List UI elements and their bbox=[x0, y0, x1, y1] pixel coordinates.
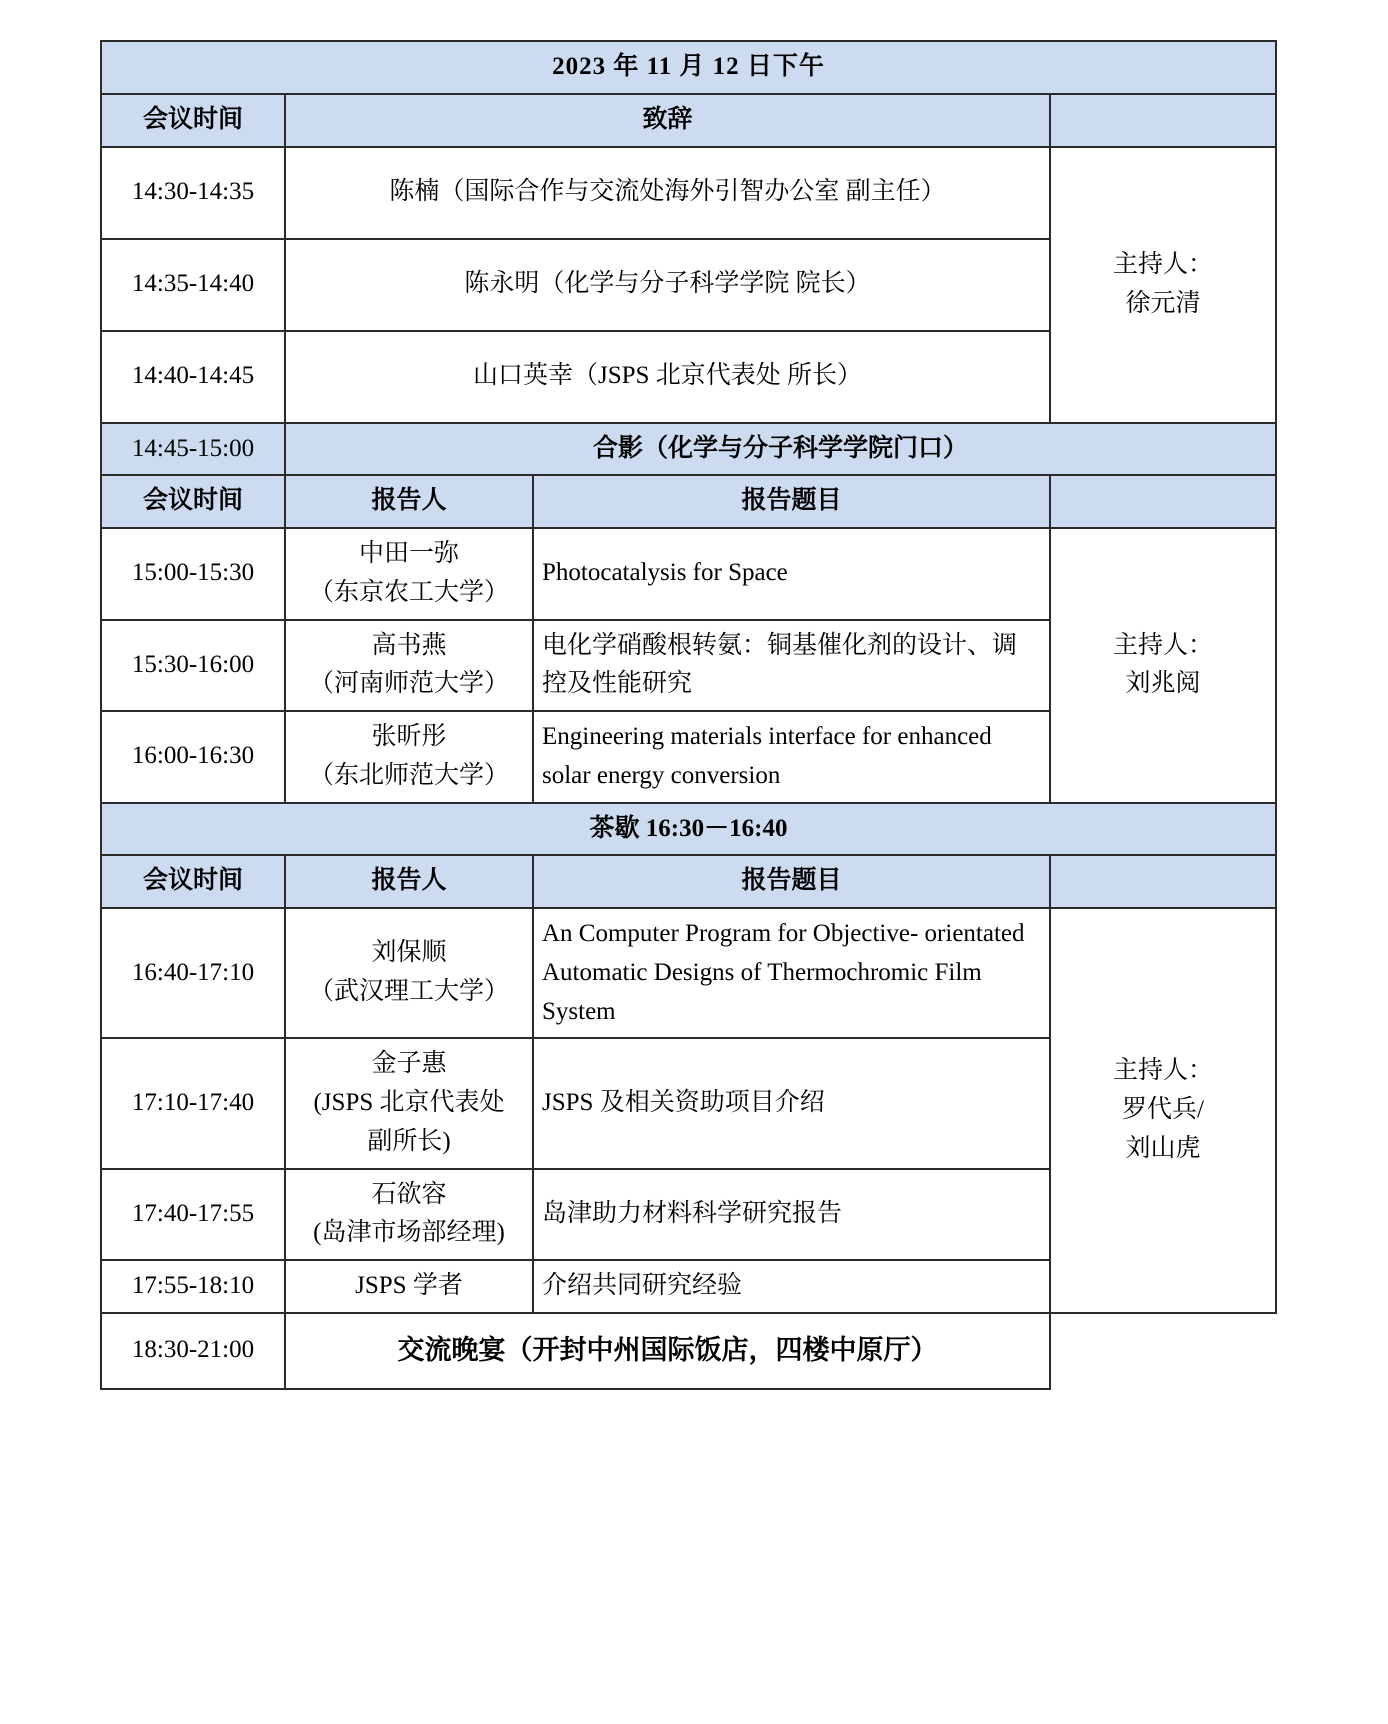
topic-line: Photocatalysis for Space bbox=[542, 559, 788, 587]
topic-line: 岛津助力材料科学研究报告 bbox=[542, 1199, 843, 1227]
table-row-session1-header bbox=[101, 475, 1276, 528]
topic-line: An Computer Program for Objective- orientated bbox=[542, 920, 1025, 947]
column-header-chair-blank bbox=[1050, 475, 1276, 528]
cell-topic bbox=[533, 1260, 1050, 1313]
cell-topic bbox=[533, 1169, 1050, 1261]
cell-time: 15:30-16:00 bbox=[101, 620, 285, 712]
column-header-topic: 报告题目 bbox=[533, 475, 1050, 528]
cell-time: 17:55-18:10 bbox=[101, 1260, 285, 1313]
cell-dinner-blank bbox=[1050, 1313, 1276, 1389]
cell-time: 14:35-14:40 bbox=[101, 239, 285, 331]
cell-chair bbox=[1050, 528, 1276, 803]
column-header-time: 会议时间 bbox=[101, 855, 285, 908]
table-row bbox=[101, 528, 1276, 620]
cell-speaker bbox=[285, 1169, 533, 1261]
cell-break-text: 茶歇 16:30－16:40 bbox=[101, 803, 1276, 856]
column-header-topic: 报告题目 bbox=[533, 855, 1050, 908]
speaker-affiliation: （东京农工大学） bbox=[308, 578, 509, 606]
topic-line: JSPS 及相关资助项目介绍 bbox=[542, 1089, 825, 1116]
topic-line: Engineering materials interface for enhanced bbox=[542, 723, 992, 750]
cell-dinner-text: 交流晚宴（开封中州国际饭店，四楼中原厅） bbox=[285, 1313, 1050, 1389]
speaker-affiliation: (岛津市场部经理) bbox=[313, 1219, 505, 1247]
speaker-affiliation: （河南师范大学） bbox=[308, 670, 509, 698]
cell-chair bbox=[1050, 908, 1276, 1313]
chair-name: 刘山虎 bbox=[1125, 1134, 1201, 1162]
speaker-name: JSPS 学者 bbox=[355, 1272, 463, 1299]
column-header-speech: 致辞 bbox=[285, 94, 1050, 147]
cell-time: 17:40-17:55 bbox=[101, 1169, 285, 1261]
cell-speaker bbox=[285, 620, 533, 712]
speaker-name: 刘保顺 bbox=[371, 939, 447, 967]
table-row-session2-header bbox=[101, 855, 1276, 908]
table-row-title bbox=[101, 41, 1276, 94]
cell-time: 17:10-17:40 bbox=[101, 1038, 285, 1168]
chair-label: 主持人： bbox=[1112, 1057, 1213, 1085]
table-row-dinner bbox=[101, 1313, 1276, 1389]
chair-label: 主持人： bbox=[1112, 631, 1213, 659]
cell-photo-text: 合影（化学与分子科学学院门口） bbox=[285, 423, 1276, 476]
speaker-affiliation: （武汉理工大学） bbox=[308, 978, 509, 1006]
cell-topic bbox=[533, 528, 1050, 620]
chair-name: 罗代兵/ bbox=[1122, 1096, 1204, 1123]
speaker-affiliation: （东北师范大学） bbox=[308, 761, 509, 789]
cell-time: 18:30-21:00 bbox=[101, 1313, 285, 1389]
cell-speaker bbox=[285, 908, 533, 1038]
column-header-time: 会议时间 bbox=[101, 475, 285, 528]
table-row-break bbox=[101, 803, 1276, 856]
cell-topic bbox=[533, 711, 1050, 803]
column-header-time: 会议时间 bbox=[101, 94, 285, 147]
cell-topic bbox=[533, 620, 1050, 712]
speaker-affiliation-cont: 副所长) bbox=[367, 1127, 451, 1155]
cell-time: 14:40-14:45 bbox=[101, 331, 285, 423]
speaker-name: 金子惠 bbox=[371, 1050, 447, 1078]
cell-speech: 山口英幸（JSPS 北京代表处 所长） bbox=[285, 331, 1050, 423]
cell-speaker bbox=[285, 1260, 533, 1313]
cell-speech: 陈楠（国际合作与交流处海外引智办公室 副主任） bbox=[285, 147, 1050, 239]
cell-speaker bbox=[285, 528, 533, 620]
chair-name: 徐元清 bbox=[1125, 289, 1201, 317]
speaker-name: 张昕彤 bbox=[371, 723, 447, 750]
cell-time: 14:30-14:35 bbox=[101, 147, 285, 239]
column-header-chair-blank bbox=[1050, 855, 1276, 908]
column-header-speaker: 报告人 bbox=[285, 855, 533, 908]
chair-label: 主持人： bbox=[1112, 250, 1213, 278]
chair-name: 刘兆阅 bbox=[1125, 670, 1201, 698]
cell-time-photo: 14:45-15:00 bbox=[101, 423, 285, 476]
cell-speaker bbox=[285, 1038, 533, 1168]
topic-line: 电化学硝酸根转氨：铜基催化剂的设计、调 bbox=[542, 631, 1018, 659]
topic-line: 控及性能研究 bbox=[542, 670, 693, 698]
cell-topic bbox=[533, 908, 1050, 1038]
cell-topic bbox=[533, 1038, 1050, 1168]
column-header-chair-blank bbox=[1050, 94, 1276, 147]
speaker-affiliation: (JSPS 北京代表处 bbox=[313, 1089, 505, 1116]
cell-time: 16:00-16:30 bbox=[101, 711, 285, 803]
topic-line: solar energy conversion bbox=[542, 761, 781, 789]
topic-line: Automatic Designs of Thermochromic Film System bbox=[542, 958, 982, 1025]
table-row bbox=[101, 147, 1276, 239]
table-row-photo bbox=[101, 423, 1276, 476]
column-header-speaker: 报告人 bbox=[285, 475, 533, 528]
speaker-name: 高书燕 bbox=[371, 631, 447, 659]
cell-speaker bbox=[285, 711, 533, 803]
cell-speech: 陈永明（化学与分子科学学院 院长） bbox=[285, 239, 1050, 331]
page-title: 2023 年 11 月 12 日下午 bbox=[101, 41, 1276, 94]
cell-chair bbox=[1050, 147, 1276, 423]
table-row bbox=[101, 908, 1276, 1038]
cell-time: 16:40-17:10 bbox=[101, 908, 285, 1038]
table-row-opening-header bbox=[101, 94, 1276, 147]
cell-time: 15:00-15:30 bbox=[101, 528, 285, 620]
topic-line: 介绍共同研究经验 bbox=[542, 1272, 743, 1299]
speaker-name: 石欲容 bbox=[371, 1180, 447, 1208]
agenda-table bbox=[100, 40, 1277, 1390]
speaker-name: 中田一弥 bbox=[358, 540, 459, 567]
